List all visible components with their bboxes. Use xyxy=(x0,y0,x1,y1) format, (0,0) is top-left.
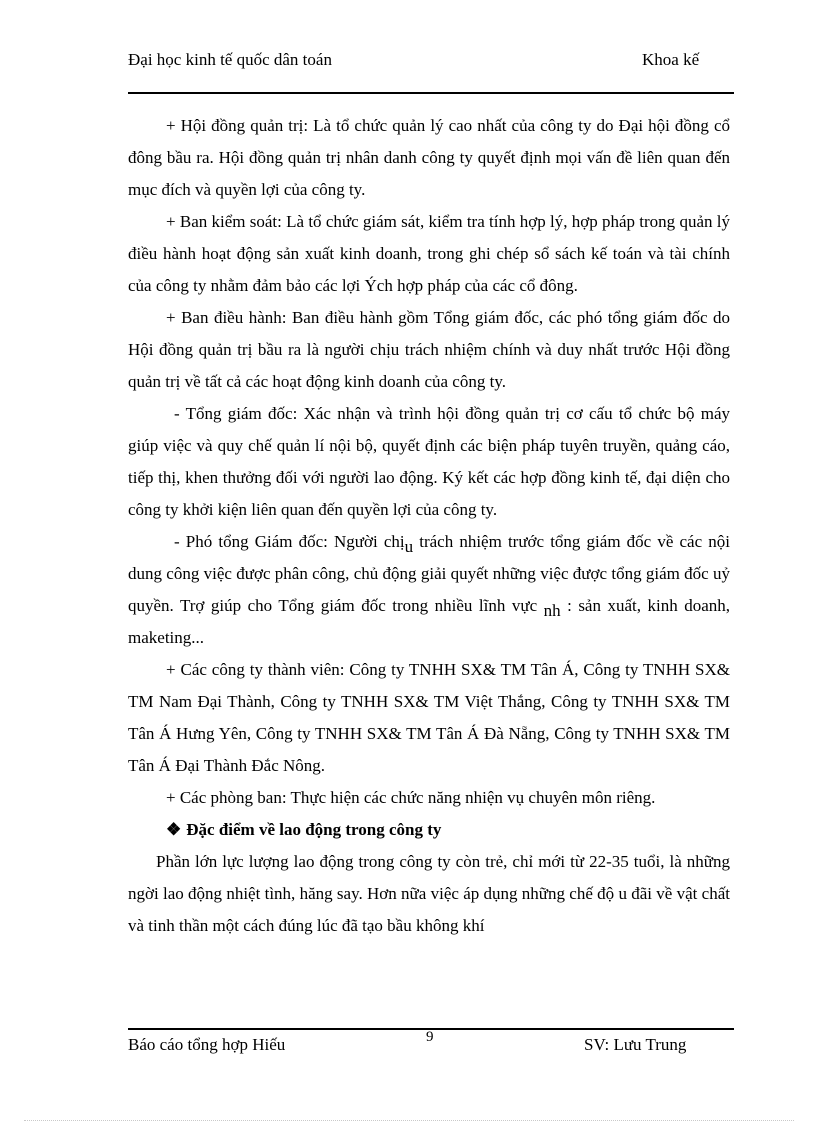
paragraph-departments: + Các phòng ban: Thực hiện các chức năng nhiện vụ chuyên môn riêng. xyxy=(166,788,656,807)
deputy-text-a: - Phó tổng Giám đốc: Người chị xyxy=(174,532,405,551)
section-heading xyxy=(128,814,730,846)
diamond-bullet-icon: ❖ xyxy=(166,820,182,839)
footer-right: SV: Lưu Trung xyxy=(584,1035,687,1054)
paragraph-labor: Phần lớn lực lượng lao động trong công ty còn trẻ, chỉ mới từ 22-35 tuổi, là những ngời lao động nhiệt tình, hăng say. Hơn nữa việc áp dụng những chế độ u đãi về vật chất và tinh thần một cách đúng lúc đã tạo bầu không khí xyxy=(128,852,730,935)
paragraph-executive-board: + Ban điều hành: Ban điều hành gồm Tổng giám đốc, các phó tổng giám đốc do Hội đồng quản trị bầu ra là người chịu trách nhiệm chính và duy nhất trước Hội đồng quản trị về tất cả các hoạt động kinh doanh của công ty. xyxy=(128,308,730,391)
page-number: 9 xyxy=(426,1029,434,1045)
header-right: Khoa kế xyxy=(642,50,700,69)
deputy-sub-nh: nh xyxy=(543,601,561,620)
paragraph-general-director: - Tổng giám đốc: Xác nhận và trình hội đồng quản trị cơ cấu tổ chức bộ máy giúp việc và quy chế quản lí nội bộ, quyết định các biện pháp tuyên truyền, quảng cáo, tiếp thị, khen thưởng đối với người lao động. Ký kết các hợp đồng kinh tế, đại diện cho công ty khởi kiện liên quan đến quyền lợi của công ty. xyxy=(128,404,730,519)
page-bottom-border xyxy=(24,1120,794,1121)
deputy-text-c: : sản xuất, kinh doanh, maketing... xyxy=(128,596,731,647)
header-left: Đại học kinh tế quốc dân toán xyxy=(128,50,332,69)
header-divider xyxy=(128,92,734,94)
footer-left: Báo cáo tổng hợp Hiếu xyxy=(128,1035,286,1054)
paragraph-board-of-directors: + Hội đồng quản trị: Là tổ chức quản lý cao nhất của công ty do Đại hội đồng cổ đông bầu ra. Hội đồng quản trị nhân danh công ty quyết định mọi vấn đề liên quan đến mục đích và quyền lợi của công ty. xyxy=(128,116,730,199)
paragraph-supervisory-board: + Ban kiểm soát: Là tổ chức giám sát, kiểm tra tính hợp lý, hợp pháp trong quản lý điều hành hoạt động sản xuất kinh doanh, trong ghi chép sổ sách kế toán và tài chính của công ty nhằm đảm bảo các lợi Ých hợp pháp của các cổ đông. xyxy=(128,212,730,295)
paragraph-member-companies: + Các công ty thành viên: Công ty TNHH SX& TM Tân Á, Công ty TNHH SX& TM Nam Đại Thành, Công ty TNHH SX& TM Việt Thắng, Công ty TNHH SX& TM Tân Á Hưng Yên, Công ty TNHH SX& TM Tân Á Đà Nẵng, Công ty TNHH SX& TM Tân Á Đại Thành Đắc Nông. xyxy=(128,660,730,775)
paragraph-deputy-director xyxy=(128,526,730,654)
deputy-sub-u: u xyxy=(404,537,414,556)
section-heading-text: Đặc điểm về lao động trong công ty xyxy=(186,820,442,839)
document-body xyxy=(128,110,730,942)
deputy-text-b: trách nhiệm trước tổng giám đốc về các nội dung công việc được phân công, chủ động giải quyết những việc được tổng giám đốc uỷ quyền. Trợ giúp cho Tổng giám đốc trong nhiều lĩnh vực xyxy=(128,532,730,615)
